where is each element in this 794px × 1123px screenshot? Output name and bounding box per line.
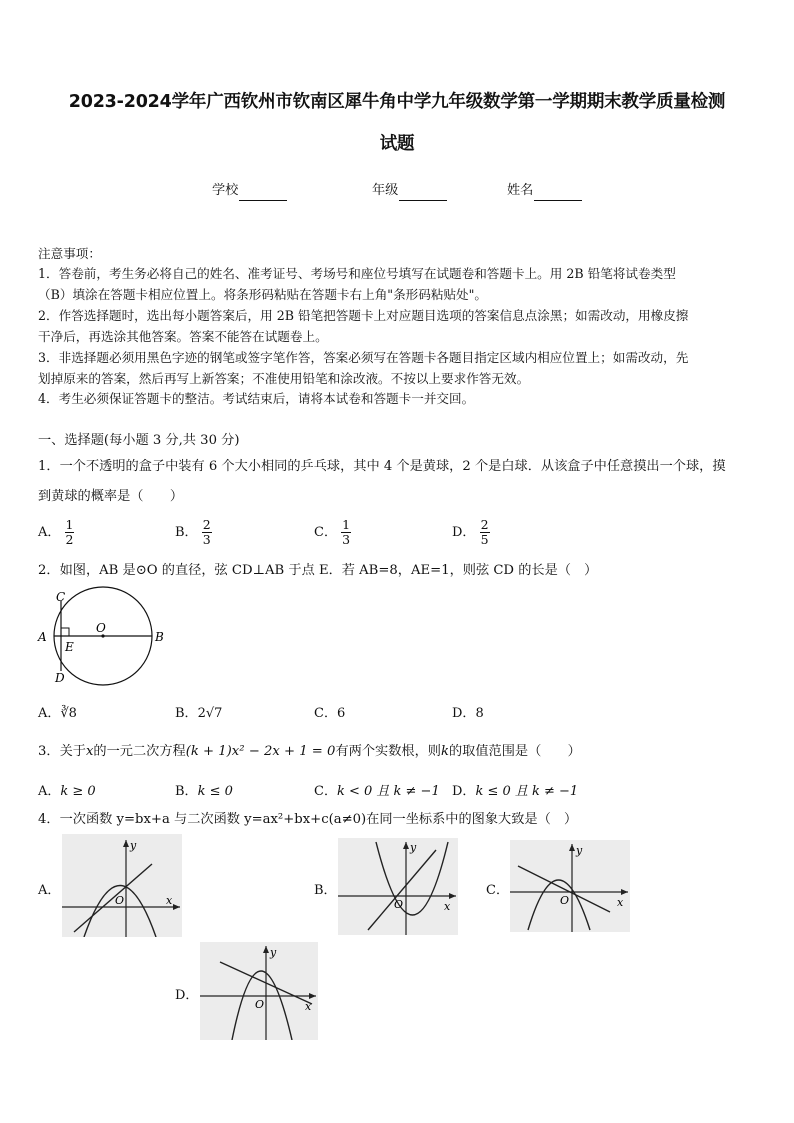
notice-heading: 注意事项： xyxy=(38,246,101,261)
fraction: $\frac{1}{2}$ xyxy=(65,517,74,547)
name-blank[interactable] xyxy=(534,186,582,201)
label-d: D xyxy=(55,671,65,685)
q4-option-d-graph[interactable] xyxy=(200,942,318,1040)
notice-line-1: 1．答卷前，考生务必将自己的姓名、准考证号、考场号和座位号填写在试题卷和答题卡上。用 2B 铅笔将试卷类型 xyxy=(38,266,676,281)
svg-text:y: y xyxy=(270,946,277,959)
label-a: A xyxy=(38,630,47,644)
notice-line-4: 干净后，再选涂其他答案。答案不能答在试题卷上。 xyxy=(38,329,328,344)
svg-text:x: x xyxy=(305,1000,312,1013)
q2-stem: 2．如图，AB 是⊙O 的直径，弦 CD⊥AB 于点 E．若 AB=8，AE=1，则弦 CD 的长是（ ） xyxy=(38,563,598,578)
svg-text:y: y xyxy=(576,844,583,857)
notice-line-3: 2．作答选择题时，选出每小题答案后，用 2B 铅笔把答题卡上对应题目选项的答案信息点涂黑；如需改动，用橡皮擦 xyxy=(38,308,689,323)
grade-blank[interactable] xyxy=(399,186,447,201)
q1-stem-line2: 到黄球的概率是（ ） xyxy=(38,489,184,504)
q1-option-b[interactable]: B． $\frac{2}{3}$ xyxy=(175,517,211,547)
q3-option-b[interactable]: B．k ≤ 0 xyxy=(175,784,233,799)
school-blank[interactable] xyxy=(239,186,287,201)
grade-field[interactable] xyxy=(372,181,447,201)
q4-option-c-label[interactable]: C． xyxy=(486,883,509,898)
name-field[interactable] xyxy=(507,181,582,201)
q4-option-c-graph[interactable] xyxy=(510,840,630,932)
svg-text:y: y xyxy=(130,839,137,852)
q1-stem-line1: 1．一个不透明的盒子中装有 6 个大小相同的乒乓球，其中 4 个是黄球，2 个是白球．从该盒子中任意摸出一个球，摸 xyxy=(38,459,726,474)
notice-line-2: （B）填涂在答题卡相应位置上。将条形码粘贴在答题卡右上角"条形码粘贴处"。 xyxy=(38,287,488,302)
page-title-line1: 2023-2024学年广西钦州市钦南区犀牛角中学九年级数学第一学期期末教学质量检测 xyxy=(68,92,726,112)
q2-option-b[interactable]: B．2√7 xyxy=(175,706,223,721)
page-title-line2: 试题 xyxy=(379,134,415,154)
q1-option-a[interactable]: A． $\frac{1}{2}$ xyxy=(38,517,74,547)
svg-text:O: O xyxy=(394,898,404,911)
q1-option-c[interactable]: C． $\frac{1}{3}$ xyxy=(314,517,351,547)
notice-line-7: 4．考生必须保证答题卡的整洁。考试结束后，请将本试卷和答题卡一并交回。 xyxy=(38,391,475,406)
school-field[interactable] xyxy=(212,181,287,201)
q3-equation: (k + 1)x² − 2x + 1 = 0 xyxy=(185,744,336,759)
right-angle-mark xyxy=(61,628,69,636)
q2-option-d[interactable]: D．8 xyxy=(452,706,484,721)
svg-text:x: x xyxy=(444,900,451,913)
fraction: $\frac{1}{3}$ xyxy=(342,517,351,547)
svg-text:O: O xyxy=(255,998,265,1011)
label-e: E xyxy=(65,640,74,654)
school-label: 学校 xyxy=(212,183,239,198)
section-heading: 一、选择题(每小题 3 分,共 30 分) xyxy=(38,433,240,448)
notice-line-6: 划掉原来的答案，然后再写上新答案；不准使用铅笔和涂改液。不按以上要求作答无效。 xyxy=(38,371,530,386)
fraction: $\frac{2}{3}$ xyxy=(202,517,211,547)
label-o: O xyxy=(96,621,106,635)
grade-label: 年级 xyxy=(372,183,399,198)
svg-text:O: O xyxy=(115,894,125,907)
svg-text:x: x xyxy=(166,894,173,907)
q2-option-c[interactable]: C．6 xyxy=(314,706,346,721)
q3-option-a[interactable]: A．k ≥ 0 xyxy=(38,784,96,799)
name-label: 姓名 xyxy=(507,183,534,198)
label-c: C xyxy=(56,590,66,604)
q4-option-b-label[interactable]: B． xyxy=(314,883,337,898)
q4-option-d-label[interactable]: D． xyxy=(175,988,199,1003)
label-b: B xyxy=(155,630,164,644)
q4-option-a-label[interactable]: A． xyxy=(38,883,61,898)
q4-stem: 4．一次函数 y=bx+a 与二次函数 y=ax²+bx+c(a≠0)在同一坐标系中的图象大致是（ ） xyxy=(38,812,578,827)
q3-option-c[interactable]: C．k < 0 且 k ≠ −1 xyxy=(314,784,440,799)
fraction: $\frac{2}{5}$ xyxy=(480,517,489,547)
svg-text:x: x xyxy=(617,896,624,909)
notice-line-5: 3．非选择题必须用黑色字迹的钢笔或签字笔作答，答案必须写在答题卡各题目指定区域内相应位置上；如需改动，先 xyxy=(38,350,689,365)
q3-stem: 3．关于x的一元二次方程(k + 1)x² − 2x + 1 = 0有两个实数根，则k的取值范围是（ ） xyxy=(38,744,581,759)
svg-text:y: y xyxy=(410,841,417,854)
q2-option-a[interactable]: A．∛8 xyxy=(38,706,77,721)
q3-option-d[interactable]: D．k ≤ 0 且 k ≠ −1 xyxy=(452,784,579,799)
svg-text:O: O xyxy=(560,894,570,907)
circle-diagram xyxy=(34,585,174,690)
q4-option-a-graph[interactable] xyxy=(62,834,182,937)
q1-option-d[interactable]: D． $\frac{2}{5}$ xyxy=(452,517,489,547)
q4-option-b-graph[interactable] xyxy=(338,838,458,935)
